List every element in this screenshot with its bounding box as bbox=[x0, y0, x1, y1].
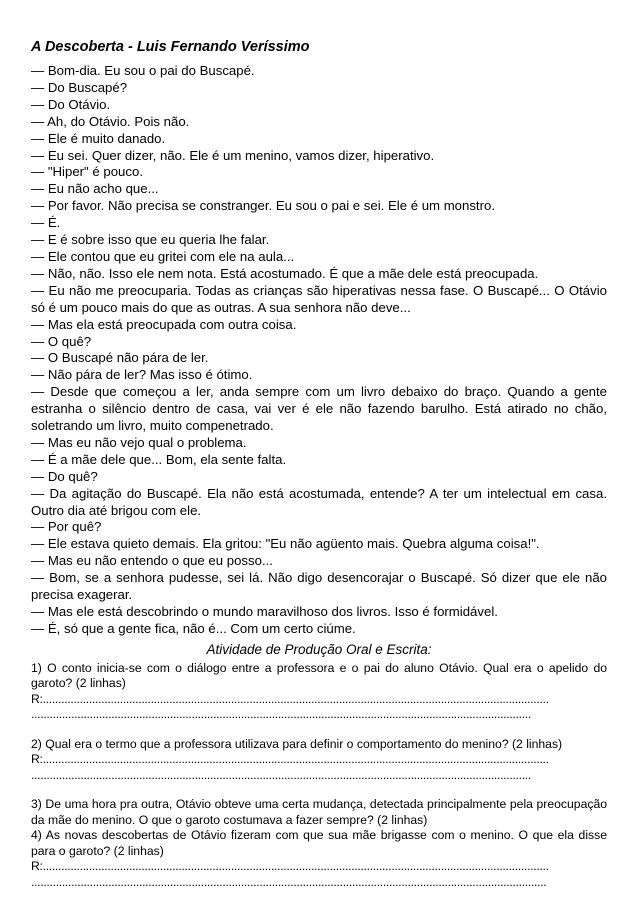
dialogue-line: — É a mãe dele que... Bom, ela sente falta. bbox=[31, 451, 287, 467]
dialogue-line: — Bom-dia. Eu sou o pai do Buscapé. bbox=[31, 63, 255, 78]
dialogue-line: — Ah, do Otávio. Pois não. bbox=[31, 113, 190, 129]
dialogue-line: — Da agitação do Buscapé. Ela não está acostumada, entende? A ter um intelectual em casa. Outro dia até brigou com ele. bbox=[31, 485, 607, 518]
question-text: 4) As novas descobertas de Otávio fizeram com que sua mãe brigasse com o menino. O que ela disse para o garoto? (2 linhas) bbox=[31, 828, 607, 858]
story-title: A Descoberta - Luis Fernando Veríssimo bbox=[31, 39, 310, 55]
question-2 bbox=[31, 737, 607, 753]
answer-line[interactable]: .................................................................................................................................................................. bbox=[31, 767, 531, 782]
dialogue-line: — Mas ele está descobrindo o mundo maravilhoso dos livros. Isso é formidável. bbox=[31, 604, 498, 619]
dialogue-block bbox=[31, 63, 607, 638]
dialogue-line: — Ele estava quieto demais. Ela gritou: "Eu não agüento mais. Quebra alguma coisa!". bbox=[31, 536, 540, 552]
dialogue-line: — Mas eu não vejo qual o problema. bbox=[31, 434, 247, 450]
dialogue-line: — Desde que começou a ler, anda sempre com um livro debaixo do braço. Quando a gente estranha o silêncio dentro de casa, vai ver é ele não fazendo barulho. Está atirado no chão, soletrando um livro, muito compenetrado. bbox=[31, 384, 607, 434]
dialogue-line: — Eu sei. Quer dizer, não. Ele é um menino, vamos dizer, hiperativo. bbox=[31, 147, 435, 163]
question-text: 1) O conto inicia-se com o diálogo entre a professora e o pai do aluno Otávio. Qual era o apelido do garoto? (2 linhas) bbox=[31, 660, 607, 691]
answer-line[interactable]: R:.................................................................................................................................................................... bbox=[31, 859, 549, 874]
answer-line[interactable]: R:.................................................................................................................................................................... bbox=[31, 752, 549, 767]
question-text: 2) Qual era o termo que a professora utilizava para definir o comportamento do menino? (2 linhas) bbox=[31, 736, 563, 751]
dialogue-line: — Do quê? bbox=[31, 468, 98, 484]
document-page bbox=[31, 38, 607, 890]
dialogue-line: — Por favor. Não precisa se constranger. Eu sou o pai e sei. Ele é um monstro. bbox=[31, 198, 495, 214]
answer-line[interactable]: ....................................................................................................................................................................... bbox=[31, 874, 547, 889]
dialogue-line: — É. bbox=[31, 215, 61, 231]
dialogue-line: — É, só que a gente fica, não é... Com um certo ciúme. bbox=[31, 620, 356, 636]
dialogue-line: — E é sobre isso que eu queria lhe falar. bbox=[31, 232, 270, 248]
dialogue-line: — Mas eu não entendo o que eu posso... bbox=[31, 553, 273, 569]
question-1 bbox=[31, 661, 607, 692]
dialogue-line: — Não, não. Isso ele nem nota. Está acostumado. É que a mãe dele está preocupada. bbox=[31, 265, 539, 281]
dialogue-line: — Por quê? bbox=[31, 519, 102, 535]
dialogue-line: — O quê? bbox=[31, 333, 92, 349]
dialogue-line: — Bom, se a senhora pudesse, sei lá. Não digo desencorajar o Buscapé. Só dizer que ele não precisa exagerar. bbox=[31, 570, 607, 603]
dialogue-line: — Ele contou que eu gritei com ele na aula... bbox=[31, 248, 295, 264]
dialogue-line: — O Buscapé não pára de ler. bbox=[31, 350, 209, 366]
answer-line[interactable]: .................................................................................................................................................................. bbox=[31, 707, 531, 722]
dialogue-line: — Do Otávio. bbox=[31, 96, 111, 112]
dialogue-line: — Eu não me preocuparia. Todas as crianças são hiperativas nessa fase. O Buscapé... O Otávio só é um pouco mais do que as outras. A sua senhora não deve... bbox=[31, 282, 607, 315]
question-text: 3) De uma hora pra outra, Otávio obteve uma certa mudança, detectada principalmente pela preocupação da mãe do menino. O que o garoto costumava a fazer sempre? (2 linhas) bbox=[31, 797, 607, 827]
dialogue-line: — Não pára de ler? Mas isso é ótimo. bbox=[31, 367, 253, 383]
dialogue-line: — Mas ela está preocupada com outra coisa. bbox=[31, 316, 297, 332]
activity-title: Atividade de Produção Oral e Escrita: bbox=[206, 641, 432, 657]
question-4 bbox=[31, 828, 607, 859]
dialogue-line: — Do Buscapé? bbox=[31, 79, 128, 95]
question-3 bbox=[31, 797, 607, 828]
answer-line[interactable]: R:.................................................................................................................................................................... bbox=[31, 691, 549, 706]
dialogue-line: — "Hiper" é pouco. bbox=[31, 164, 143, 180]
dialogue-line: — Eu não acho que... bbox=[31, 181, 159, 197]
dialogue-line: — Ele é muito danado. bbox=[31, 130, 166, 146]
